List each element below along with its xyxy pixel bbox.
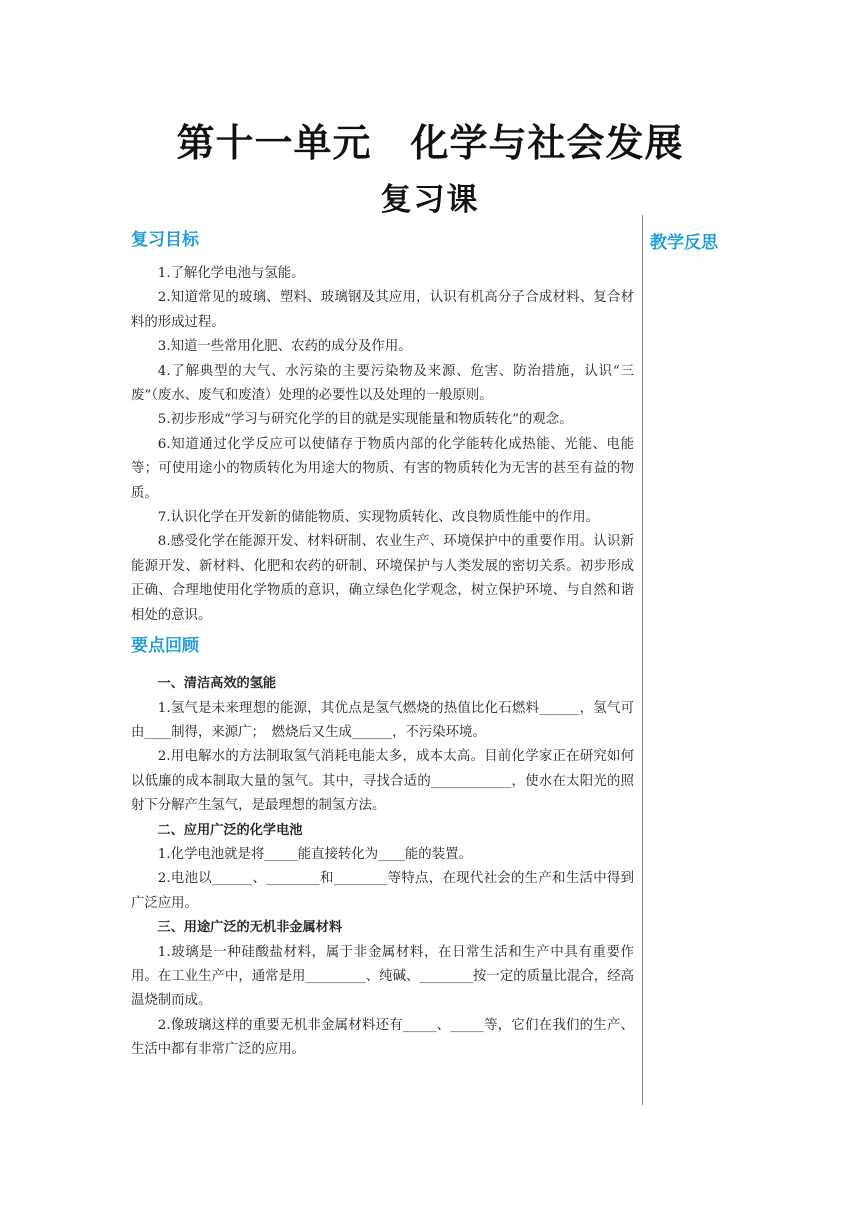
- page-subtitle: 复习课: [380, 182, 480, 218]
- goal-item: 5.初步形成“学习与研究化学的目的就是实现能量和物质转化”的观念。: [157, 412, 573, 428]
- goal-item: 2.知道常见的玻璃、塑料、玻璃钢及其应用，认识有机高分子合成材料、复合材料的形成过程。: [131, 290, 634, 330]
- goal-item: 6.知道通过化学反应可以使储存于物质内部的化学能转化成热能、光能、电能等；可使用途小的物质转化为用途大的物质、有害的物质转化为无害的甚至有益的物质。: [131, 436, 634, 501]
- battery-paragraph-1: 1.化学电池就是将_____能直接转化为____能的装置。: [157, 846, 472, 862]
- battery-paragraph-2: 2.电池以______、________和________等特点，在现代社会的生产和生活中得到广泛应用。: [131, 871, 634, 911]
- page-title: 第十一单元 化学与社会发展: [176, 121, 684, 165]
- key-points-heading: 要点回顾: [131, 636, 199, 657]
- materials-paragraph-1: 1.玻璃是一种硅酸盐材料，属于非金属材料，在日常生活和生产中具有重要作用。在工业生产中，通常是用_________、纯碱、________按一定的质量比混合，经高温烧制而成。: [131, 944, 634, 1009]
- hydrogen-paragraph-1: 1.氢气是未来理想的能源，其优点是氢气燃烧的热值比化石燃料______，氢气可由____制得，来源广； 燃烧后又生成______，不污染环境。: [131, 700, 634, 740]
- goal-item: 7.认识化学在开发新的储能物质、实现物质转化、改良物质性能中的作用。: [157, 510, 600, 526]
- review-goals-heading: 复习目标: [131, 230, 199, 250]
- inorganic-materials-heading: 三、用途广泛的无机非金属材料: [157, 920, 343, 936]
- column-divider: [642, 215, 643, 1105]
- main-content: [131, 228, 634, 1063]
- goal-item: 8.感受化学在能源开发、材料研制、农业生产、环境保护中的重要作用。认识新能源开发、新材料、化肥和农药的研制、环境保护与人类发展的密切关系。初步形成正确、合理地使用化学物质的意识，确立绿色化学观念，树立保护环境、与自然和谐相处的意识。: [131, 534, 634, 623]
- chemical-battery-heading: 二、应用广泛的化学电池: [157, 822, 303, 838]
- goal-item: 1.了解化学电池与氢能。: [157, 266, 305, 281]
- hydrogen-energy-heading: 一、清洁高效的氢能: [157, 676, 277, 692]
- teaching-reflection-heading: 教学反思: [650, 233, 718, 253]
- goal-item: 4.了解典型的大气、水污染的主要污染物及来源、危害、防治措施，认识“三废”（废水、废气和废渣）处理的必要性以及处理的一般原则。: [131, 363, 634, 404]
- hydrogen-paragraph-2: 2.用电解水的方法制取氢气消耗电能太多，成本太高。目前化学家正在研究如何以低廉的成本制取大量的氢气。其中，寻找合适的____________，使水在太阳光的照射下分解产生氢气，是最理想的制氢方法。: [131, 749, 634, 814]
- materials-paragraph-2: 2.像玻璃这样的重要无机非金属材料还有_____、_____等，它们在我们的生产、生活中都有非常广泛的应用。: [131, 1017, 634, 1058]
- goal-item: 3.知道一些常用化肥、农药的成分及作用。: [157, 339, 412, 355]
